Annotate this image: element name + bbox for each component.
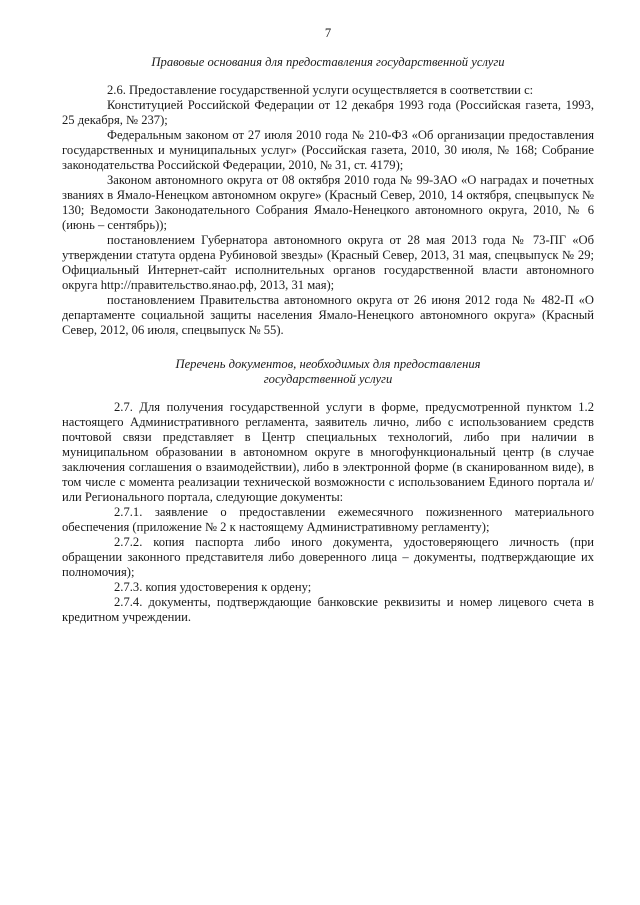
heading-line: Перечень документов, необходимых для предоставления (175, 357, 481, 371)
paragraph-governor-decree-73: постановлением Губернатора автономного округа от 28 мая 2013 года № 73-ПГ «Об утверждении статута ордена Рубиновой звезды» (Красный Север, 2013, 31 мая, спецвыпуск № 29; Официальный Интернет-сайт исполнительных органов государственной власти автономного округа http://правительство.янао.рф, 2013, 31 мая); (62, 233, 594, 292)
document-body (62, 26, 594, 625)
paragraph-2-7-2: 2.7.2. копия паспорта либо иного документа, удостоверяющего личность (при обращении законного представителя либо доверенного лица – документы, подтверждающие их полномочия); (62, 535, 594, 579)
heading-line: государственной услуги (263, 372, 393, 386)
paragraph-government-decree-482: постановлением Правительства автономного округа от 26 июня 2012 года № 482-П «О департаменте социальной защиты населения Ямало-Ненецкого автономного округа» (Красный Север, 2012, 06 июля, спецвыпуск № 55). (62, 293, 594, 337)
paragraph-federal-law-210: Федеральным законом от 27 июля 2010 года № 210-ФЗ «Об организации предоставления государственных и муниципальных услуг» (Российская газета, 2010, 30 июля, № 168; Собрание законодательства Российской Федерации, 2010, № 31, ст. 4179); (62, 128, 594, 172)
section-heading-documents-list (62, 357, 594, 387)
paragraph-2-7: 2.7. Для получения государственной услуги в форме, предусмотренной пунктом 1.2 настоящего Административного регламента, заявитель лично, либо с использованием средств почтовой связи представляет в Центр специальных технологий, либо при наличии в муниципальном образовании в автономном округе в многофункциональный центр (в случае заключения соглашения о взаимодействии), либо в электронной форме (в сканированном виде), в том числе с момента реализации технической возможности с использованием Единого портала и/или Регионального портала, следующие документы: (62, 400, 594, 504)
page-number: 7 (324, 26, 332, 40)
paragraph-constitution: Конституцией Российской Федерации от 12 декабря 1993 года (Российская газета, 1993, 25 декабря, № 237); (62, 98, 594, 127)
paragraph-regional-law-99: Законом автономного округа от 08 октября 2010 года № 99-ЗАО «О наградах и почетных званиях в Ямало-Ненецком автономном округе» (Красный Север, 2010, 14 октября, спецвыпуск № 130; Ведомости Законодательного Собрания Ямало-Ненецкого автономного округа, 2010, № 6 (июнь – сентябрь)); (62, 173, 594, 232)
section-heading-legal-basis (62, 55, 594, 70)
paragraph-2-6: 2.6. Предоставление государственной услуги осуществляется в соответствии с: (107, 83, 534, 97)
paragraph-2-7-4: 2.7.4. документы, подтверждающие банковские реквизиты и номер лицевого счета в кредитном учреждении. (62, 595, 594, 624)
paragraph-2-7-1: 2.7.1. заявление о предоставлении ежемесячного пожизненного материального обеспечения (приложение № 2 к настоящему Административному регламенту); (62, 505, 594, 534)
heading-line: Правовые основания для предоставления государственной услуги (151, 55, 505, 69)
paragraph-2-7-3: 2.7.3. копия удостоверения к ордену; (114, 580, 312, 594)
